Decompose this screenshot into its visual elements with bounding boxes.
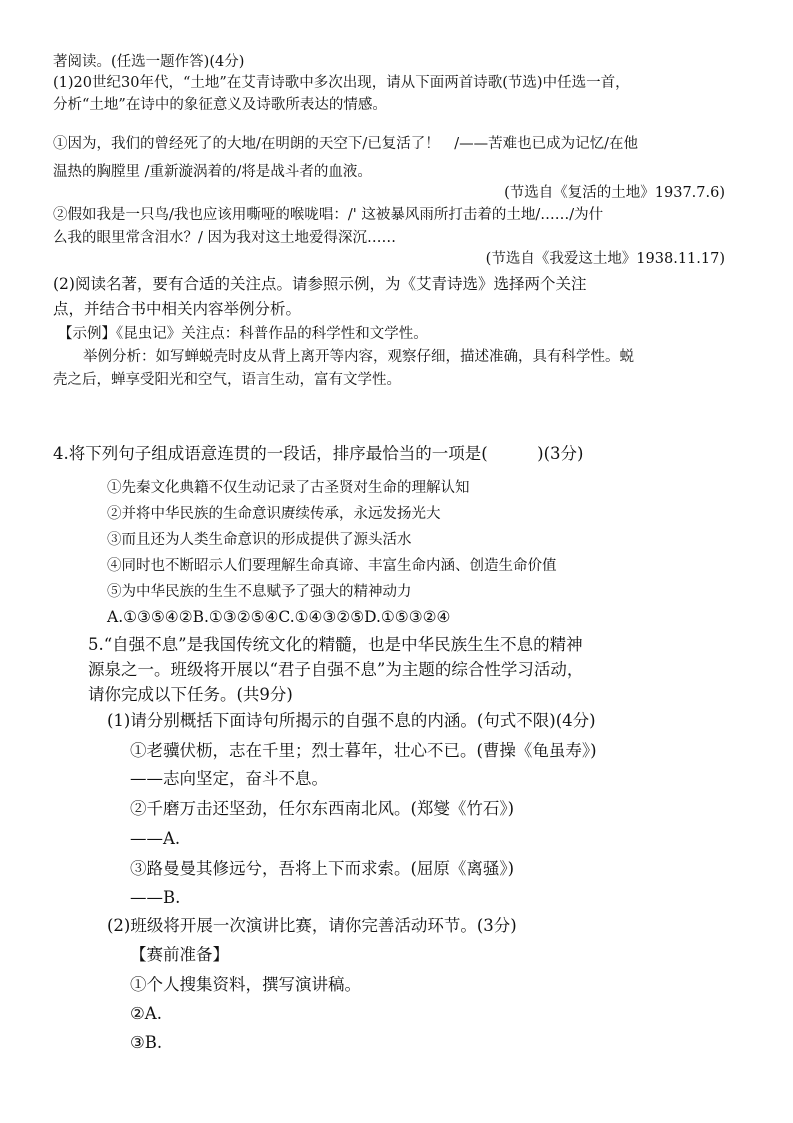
q5-poem: ②千磨万击还坚劲，任尔东西南北风。(郑燮《竹石》) bbox=[130, 799, 515, 818]
prep-item: ③B. bbox=[130, 1033, 163, 1052]
q4-sentence: ①先秦文化典籍不仅生动记录了古圣贤对生命的理解认知 bbox=[107, 480, 470, 496]
q4-options: A.①③⑤④②B.①③②⑤④C.①④③②⑤D.①⑤③②④ bbox=[107, 608, 451, 626]
q5-answer: ——B. bbox=[130, 888, 181, 907]
q4-sentence: ④同时也不断昭示人们要理解生命真谛、丰富生命内涵、创造生命价值 bbox=[107, 558, 557, 574]
q2-line: 点，并结合书中相关内容举例分析。 bbox=[53, 300, 302, 318]
q5-part1: (1)请分别概括下面诗句所揭示的自强不息的内涵。(句式不限)(4分) bbox=[107, 711, 596, 730]
prep-item: ②A. bbox=[130, 1004, 162, 1023]
q5-poem: ③路曼曼其修远兮，吾将上下而求索。(屈原《离骚》) bbox=[130, 859, 515, 878]
analysis-line: 壳之后，蝉享受阳光和空气，语言生动，富有文学性。 bbox=[53, 372, 401, 388]
analysis-line: 举例分析：如写蝉蜕壳时皮从背上离开等内容，观察仔细，描述准确，具有科学性。蜕 bbox=[83, 349, 634, 365]
poem-line: ②假如我是一只鸟/我也应该用嘶哑的喉咙唱：/' 这被暴风雨所打击着的土地/……/为什 bbox=[53, 207, 604, 223]
q2-line: (2)阅读名著，要有合适的关注点。请参照示例，为《艾青诗选》选择两个关注 bbox=[53, 275, 587, 293]
poem-source: (节选自《复活的土地》1937.7.6) bbox=[504, 185, 725, 201]
q1-line: (1)20世纪30年代，“土地”在艾青诗歌中多次出现，请从下面两首诗歌(节选)中任选一首， bbox=[53, 75, 630, 91]
q5-answer: ——A. bbox=[130, 829, 181, 848]
poem-line: ①因为，我们的曾经死了的大地/在明朗的天空下/已复活了！ /——苦难也已成为记忆/在他 bbox=[53, 136, 639, 152]
q5-answer: ——志向坚定，奋斗不息。 bbox=[130, 769, 328, 788]
q1-line: 分析“土地”在诗中的象征意义及诗歌所表达的情感。 bbox=[53, 97, 387, 113]
poem-line: 温热的胸膛里 /重新漩涡着的/将是战斗者的血液。 bbox=[53, 164, 372, 180]
q4-sentence: ⑤为中华民族的生生不息赋予了强大的精神动力 bbox=[107, 584, 412, 600]
section-header: 著阅读。(任选一题作答)(4分) bbox=[53, 54, 245, 70]
prep-title: 【赛前准备】 bbox=[130, 945, 229, 964]
q4-stem: 4.将下列句子组成语意连贯的一段话，排序最恰当的一项是( )(3分) bbox=[53, 444, 584, 463]
poem-line: 么我的眼里常含泪水？/ 因为我对这土地爱得深沉…… bbox=[53, 230, 396, 246]
q5-stem: 请你完成以下任务。(共9分) bbox=[88, 685, 293, 704]
q4-sentence: ②并将中华民族的生命意识赓续传承，永远发扬光大 bbox=[107, 506, 441, 522]
q4-sentence: ③而且还为人类生命意识的形成提供了源头活水 bbox=[107, 532, 412, 548]
q5-stem: 5.“自强不息”是我国传统文化的精髓，也是中华民族生生不息的精神 bbox=[88, 635, 583, 654]
poem-source: (节选自《我爱这土地》1938.11.17) bbox=[485, 251, 725, 267]
prep-item: ①个人搜集资料，撰写演讲稿。 bbox=[130, 975, 361, 994]
q5-stem: 源泉之一。班级将开展以“君子自强不息”为主题的综合性学习活动， bbox=[88, 660, 584, 679]
q5-part2: (2)班级将开展一次演讲比赛，请你完善活动环节。(3分) bbox=[107, 916, 517, 935]
q5-poem: ①老骥伏枥，志在千里；烈士暮年，壮心不已。(曹操《龟虽寿》) bbox=[130, 741, 597, 760]
example-line: 【示例】《昆虫记》关注点：科普作品的科学性和文学性。 bbox=[58, 326, 428, 342]
